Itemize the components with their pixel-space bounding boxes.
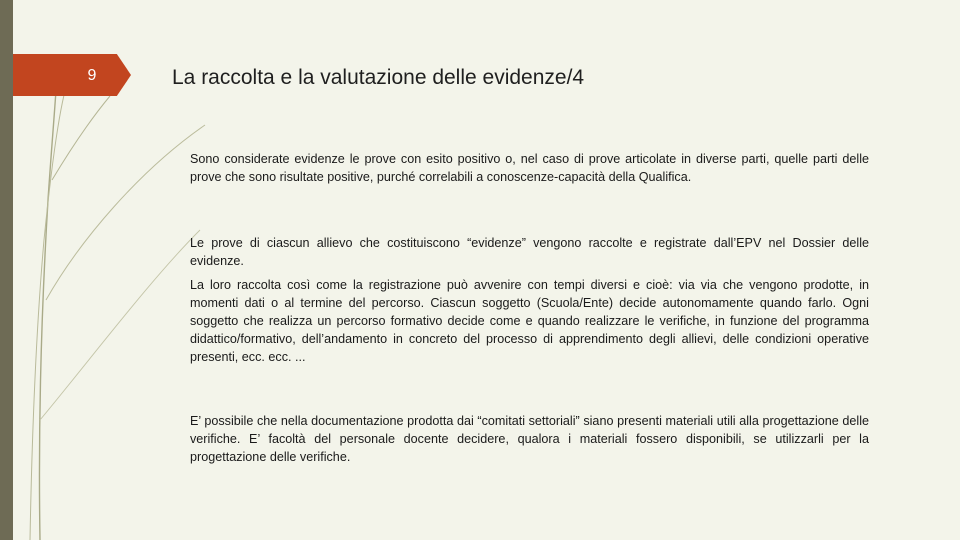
paragraph-evidence-definition: Sono considerate evidenze le prove con esito positivo o, nel caso di prove articolate in diverse parti, quelle parti delle prove che sono risultate positive, purché correlabili a conoscenze-capacità della Qualifica. xyxy=(190,152,869,184)
left-sidebar-bar xyxy=(0,0,13,540)
slide-number: 9 xyxy=(87,67,97,84)
paragraph-sector-committees: E’ possibile che nella documentazione prodotta dai “comitati settoriali” siano presenti materiali utili alla progettazione delle verifiche. E’ facoltà del personale docente decidere, qualora i materiali fossero disponibili, se utilizzarli per la progettazione delle verifiche. xyxy=(190,414,869,464)
paragraph-collection-timing: La loro raccolta così come la registrazione può avvenire con tempi diversi e cioè: via via che vengono prodotte, in momenti dati o al termine del percorso. Ciascun soggetto (Scuola/Ente) decide autonomamente quando farlo. Ogni soggetto che realizza un percorso formativo decide come e quando realizzare le verifiche, in funzione del programma didattico/formativo, dell’andamento in concreto del processo di apprendimento degli allievi, delle condizioni operative presenti, ecc. ecc. ... xyxy=(190,278,869,364)
paragraph-evidence-collection: Le prove di ciascun allievo che costituiscono “evidenze” vengono raccolte e registrate dall’EPV nel Dossier delle evidenze. xyxy=(190,236,869,268)
slide-title: La raccolta e la valutazione delle evidenze/4 xyxy=(172,66,585,89)
slide-number-tab xyxy=(13,54,131,96)
